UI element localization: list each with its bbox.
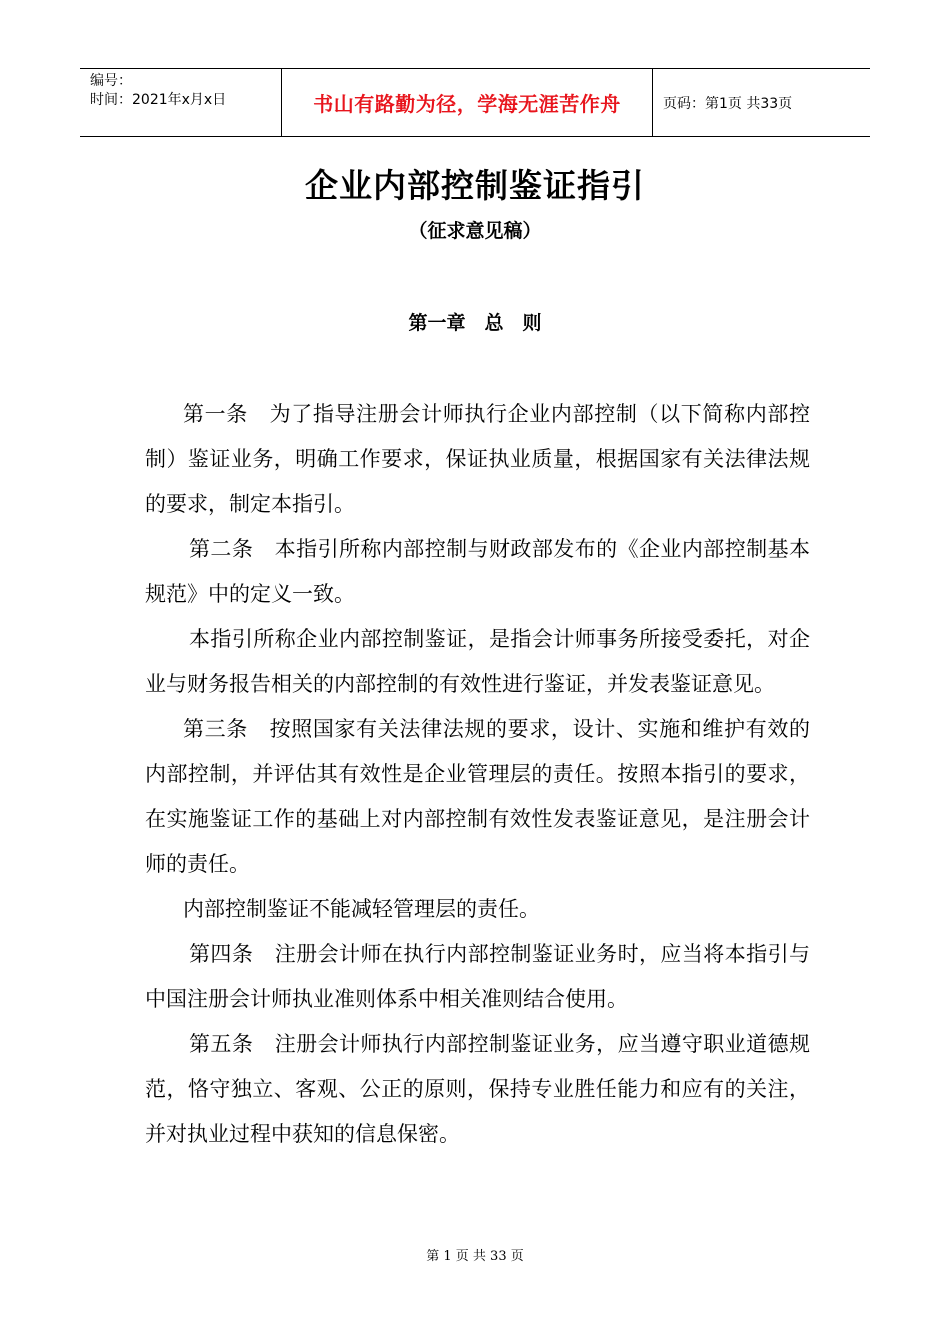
paragraph-article-2-definition: 本指引所称企业内部控制鉴证，是指会计师事务所接受委托，对企业与财务报告相关的内部控制的有效性进行鉴证，并发表鉴证意见。 [145,627,810,696]
paragraph-article-4: 第四条 注册会计师在执行内部控制鉴证业务时，应当将本指引与中国注册会计师执业准则体系中相关准则结合使用。 [145,942,810,1011]
page-footer: 第 1 页 共 33 页 [426,1249,524,1264]
header-date: 时间：2021年x月x日 [90,92,227,108]
document-body [145,392,810,1157]
paragraph-article-3-note: 内部控制鉴证不能减轻管理层的责任。 [183,897,540,921]
page-header [80,68,870,137]
paragraph-article-3: 第三条 按照国家有关法律法规的要求，设计、实施和维护有效的内部控制，并评估其有效性是企业管理层的责任。按照本指引的要求，在实施鉴证工作的基础上对内部控制有效性发表鉴证意见，是注册会计师的责任。 [145,717,810,876]
header-page-info: 页码：第1页 共33页 [663,95,793,112]
document-title: 企业内部控制鉴证指引 [305,166,645,205]
document-subtitle: （征求意见稿） [408,220,542,242]
header-number: 编号： [90,73,132,89]
paragraph-article-1: 第一条 为了指导注册会计师执行企业内部控制（以下简称内部控制）鉴证业务，明确工作要求，保证执业质量，根据国家有关法律法规的要求，制定本指引。 [145,402,810,516]
paragraph-article-5: 第五条 注册会计师执行内部控制鉴证业务，应当遵守职业道德规范，恪守独立、客观、公正的原则，保持专业胜任能力和应有的关注，并对执业过程中获知的信息保密。 [145,1032,810,1146]
header-motto: 书山有路勤为径，学海无涯苦作舟 [281,69,653,136]
chapter-heading: 第一章 总 则 [408,312,542,334]
paragraph-article-2: 第二条 本指引所称内部控制与财政部发布的《企业内部控制基本规范》中的定义一致。 [145,537,810,606]
header-meta [80,69,281,136]
